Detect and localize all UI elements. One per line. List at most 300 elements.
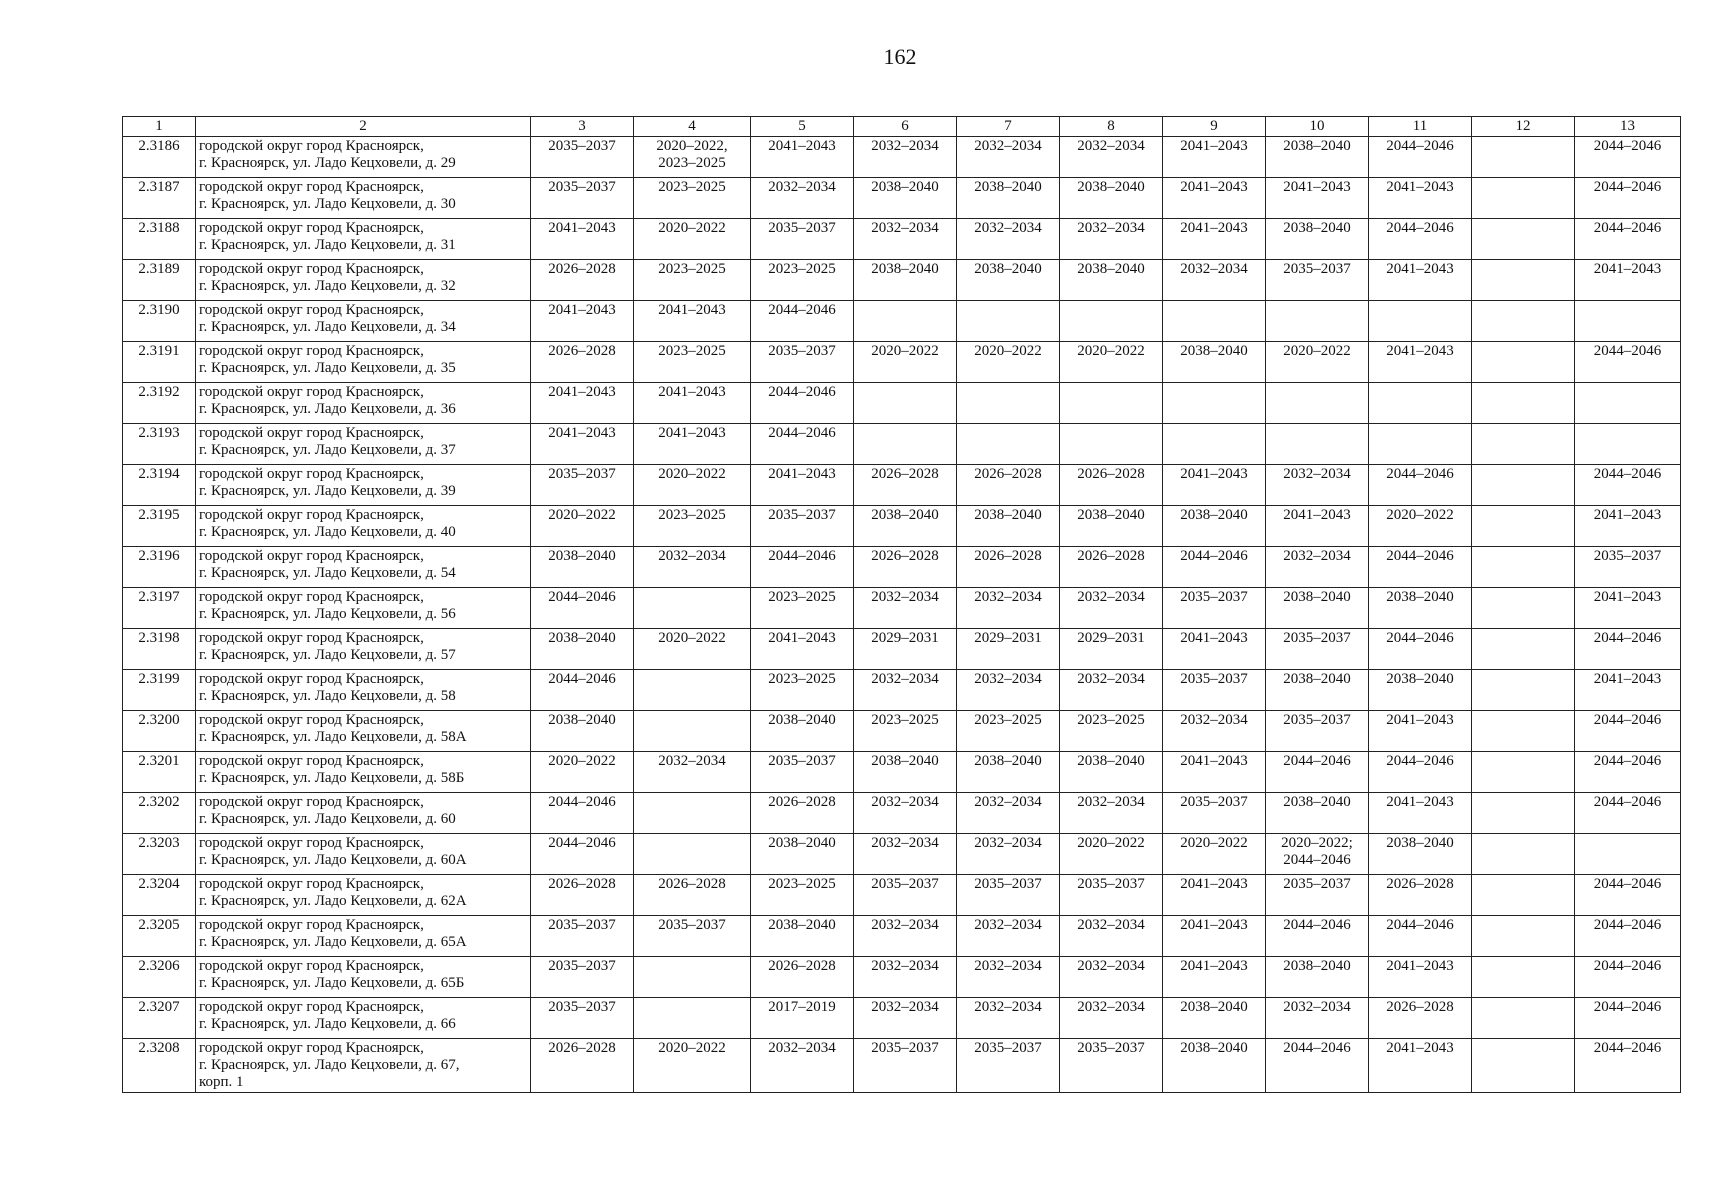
period-cell: 2017–2019 <box>751 998 854 1039</box>
period-cell: 2044–2046 <box>1575 137 1681 178</box>
period-cell: 2020–2022 <box>1060 834 1163 875</box>
row-number-cell: 2.3188 <box>123 219 196 260</box>
period-cell: 2044–2046 <box>1575 465 1681 506</box>
period-cell: 2038–2040 <box>1060 506 1163 547</box>
period-cell <box>1472 137 1575 178</box>
period-cell <box>1472 219 1575 260</box>
period-cell: 2044–2046 <box>1369 465 1472 506</box>
table-row <box>123 465 1681 506</box>
period-cell: 2020–2022 <box>634 629 751 670</box>
address-cell <box>196 957 531 998</box>
period-cell: 2020–2022 <box>531 506 634 547</box>
period-cell: 2035–2037 <box>531 178 634 219</box>
period-cell: 2041–2043 <box>1369 1039 1472 1093</box>
period-cell: 2023–2025 <box>751 588 854 629</box>
address-line: г. Красноярск, ул. Ладо Кецховели, д. 35 <box>199 360 456 376</box>
address-line: городской округ город Красноярск, <box>199 179 424 195</box>
period-cell: 2032–2034 <box>1060 670 1163 711</box>
period-cell: 2035–2037 <box>1266 260 1369 301</box>
address-line: г. Красноярск, ул. Ладо Кецховели, д. 65А <box>199 934 467 950</box>
period-cell <box>1472 178 1575 219</box>
period-cell: 2035–2037 <box>957 1039 1060 1093</box>
column-header: 12 <box>1472 117 1575 137</box>
period-cell: 2044–2046 <box>1575 711 1681 752</box>
period-cell: 2041–2043 <box>1266 178 1369 219</box>
period-cell: 2032–2034 <box>1060 137 1163 178</box>
period-cell: 2035–2037 <box>1575 547 1681 588</box>
period-cell <box>1575 834 1681 875</box>
period-cell: 2023–2025 <box>957 711 1060 752</box>
period-cell: 2041–2043 <box>1163 465 1266 506</box>
period-cell: 2020–2022 <box>531 752 634 793</box>
period-cell: 2041–2043 <box>1369 260 1472 301</box>
period-cell: 2032–2034 <box>854 137 957 178</box>
period-cell: 2035–2037 <box>751 219 854 260</box>
period-cell <box>1575 301 1681 342</box>
address-line: корп. 1 <box>199 1074 244 1090</box>
address-line: городской округ город Красноярск, <box>199 1040 424 1056</box>
period-cell: 2038–2040 <box>531 547 634 588</box>
row-number-cell: 2.3199 <box>123 670 196 711</box>
period-cell: 2044–2046 <box>531 793 634 834</box>
period-cell: 2041–2043 <box>1369 342 1472 383</box>
period-cell: 2032–2034 <box>957 998 1060 1039</box>
period-cell <box>1369 383 1472 424</box>
period-cell: 2044–2046 <box>1369 137 1472 178</box>
period-cell: 2035–2037 <box>531 916 634 957</box>
period-cell: 2032–2034 <box>957 793 1060 834</box>
period-cell: 2032–2034 <box>957 588 1060 629</box>
period-cell: 2044–2046 <box>1163 547 1266 588</box>
period-cell: 2035–2037 <box>751 506 854 547</box>
column-header: 9 <box>1163 117 1266 137</box>
address-line: г. Красноярск, ул. Ладо Кецховели, д. 29 <box>199 155 456 171</box>
period-cell: 2032–2034 <box>751 1039 854 1093</box>
period-cell: 2044–2046 <box>1575 1039 1681 1093</box>
period-cell <box>1472 424 1575 465</box>
column-header: 3 <box>531 117 634 137</box>
period-cell: 2020–2022, 2023–2025 <box>634 137 751 178</box>
period-cell: 2032–2034 <box>1163 260 1266 301</box>
period-cell <box>957 383 1060 424</box>
period-cell: 2026–2028 <box>854 465 957 506</box>
row-number-cell: 2.3207 <box>123 998 196 1039</box>
period-cell: 2041–2043 <box>751 629 854 670</box>
period-cell: 2044–2046 <box>531 670 634 711</box>
period-cell <box>957 424 1060 465</box>
period-cell <box>854 301 957 342</box>
period-cell: 2038–2040 <box>1369 834 1472 875</box>
period-cell: 2029–2031 <box>957 629 1060 670</box>
period-cell <box>1266 424 1369 465</box>
address-line: городской округ город Красноярск, <box>199 589 424 605</box>
period-cell: 2032–2034 <box>957 137 1060 178</box>
period-cell: 2023–2025 <box>634 178 751 219</box>
period-cell: 2041–2043 <box>531 383 634 424</box>
period-cell: 2026–2028 <box>1060 547 1163 588</box>
period-cell: 2035–2037 <box>531 957 634 998</box>
address-cell <box>196 465 531 506</box>
row-number-cell: 2.3206 <box>123 957 196 998</box>
table-row <box>123 629 1681 670</box>
period-cell: 2029–2031 <box>854 629 957 670</box>
period-cell: 2026–2028 <box>1060 465 1163 506</box>
period-cell <box>1472 301 1575 342</box>
period-cell: 2020–2022 <box>854 342 957 383</box>
period-cell: 2038–2040 <box>1060 752 1163 793</box>
period-cell <box>1266 383 1369 424</box>
period-cell: 2020–2022 <box>634 1039 751 1093</box>
period-cell: 2032–2034 <box>1060 219 1163 260</box>
period-cell <box>1472 711 1575 752</box>
period-cell <box>1472 629 1575 670</box>
period-cell <box>1472 465 1575 506</box>
address-cell <box>196 875 531 916</box>
address-line: г. Красноярск, ул. Ладо Кецховели, д. 56 <box>199 606 456 622</box>
period-cell: 2044–2046 <box>751 547 854 588</box>
period-cell: 2038–2040 <box>751 711 854 752</box>
period-cell: 2026–2028 <box>531 342 634 383</box>
period-cell: 2035–2037 <box>1060 1039 1163 1093</box>
row-number-cell: 2.3202 <box>123 793 196 834</box>
period-cell: 2038–2040 <box>1163 1039 1266 1093</box>
period-cell: 2038–2040 <box>1266 957 1369 998</box>
period-cell <box>1472 342 1575 383</box>
period-cell: 2035–2037 <box>957 875 1060 916</box>
table-row <box>123 342 1681 383</box>
address-line: г. Красноярск, ул. Ладо Кецховели, д. 36 <box>199 401 456 417</box>
address-line: г. Красноярск, ул. Ладо Кецховели, д. 54 <box>199 565 456 581</box>
period-cell: 2038–2040 <box>854 178 957 219</box>
table-row <box>123 219 1681 260</box>
period-cell: 2032–2034 <box>854 998 957 1039</box>
address-cell <box>196 301 531 342</box>
period-cell: 2032–2034 <box>1266 547 1369 588</box>
address-cell <box>196 1039 531 1093</box>
period-cell: 2038–2040 <box>1266 793 1369 834</box>
period-cell <box>1163 301 1266 342</box>
period-cell: 2032–2034 <box>854 957 957 998</box>
period-cell: 2044–2046 <box>1369 752 1472 793</box>
address-cell <box>196 711 531 752</box>
period-cell: 2041–2043 <box>1369 711 1472 752</box>
period-cell <box>1472 260 1575 301</box>
period-cell: 2044–2046 <box>1575 998 1681 1039</box>
address-line: г. Красноярск, ул. Ладо Кецховели, д. 32 <box>199 278 456 294</box>
table-row <box>123 506 1681 547</box>
period-cell: 2038–2040 <box>1266 137 1369 178</box>
period-cell: 2044–2046 <box>531 588 634 629</box>
address-line: городской округ город Красноярск, <box>199 425 424 441</box>
row-number-cell: 2.3189 <box>123 260 196 301</box>
row-number-cell: 2.3204 <box>123 875 196 916</box>
period-cell: 2044–2046 <box>1369 547 1472 588</box>
period-cell: 2041–2043 <box>1163 137 1266 178</box>
period-cell: 2038–2040 <box>531 711 634 752</box>
period-cell: 2035–2037 <box>531 137 634 178</box>
period-cell: 2038–2040 <box>854 752 957 793</box>
address-line: городской округ город Красноярск, <box>199 712 424 728</box>
table-row <box>123 301 1681 342</box>
period-cell: 2038–2040 <box>957 178 1060 219</box>
period-cell <box>1060 424 1163 465</box>
table-row <box>123 711 1681 752</box>
period-cell: 2032–2034 <box>957 916 1060 957</box>
period-cell <box>957 301 1060 342</box>
address-line: г. Красноярск, ул. Ладо Кецховели, д. 58 <box>199 688 456 704</box>
period-cell: 2041–2043 <box>1163 875 1266 916</box>
address-line: городской округ город Красноярск, <box>199 261 424 277</box>
address-line: городской округ город Красноярск, <box>199 548 424 564</box>
address-line: городской округ город Красноярск, <box>199 671 424 687</box>
column-header: 2 <box>196 117 531 137</box>
period-cell: 2032–2034 <box>1266 465 1369 506</box>
period-cell: 2041–2043 <box>1575 670 1681 711</box>
period-cell: 2035–2037 <box>854 1039 957 1093</box>
period-cell: 2038–2040 <box>1266 588 1369 629</box>
period-cell: 2020–2022 <box>634 465 751 506</box>
address-line: г. Красноярск, ул. Ладо Кецховели, д. 62А <box>199 893 467 909</box>
period-cell: 2041–2043 <box>1163 752 1266 793</box>
period-cell: 2035–2037 <box>1163 793 1266 834</box>
period-cell: 2044–2046 <box>1575 629 1681 670</box>
period-cell: 2041–2043 <box>751 465 854 506</box>
address-cell <box>196 629 531 670</box>
period-cell: 2023–2025 <box>634 260 751 301</box>
period-cell: 2041–2043 <box>1369 178 1472 219</box>
table-row <box>123 875 1681 916</box>
address-line: г. Красноярск, ул. Ладо Кецховели, д. 39 <box>199 483 456 499</box>
period-cell: 2035–2037 <box>751 342 854 383</box>
period-cell <box>1060 383 1163 424</box>
period-cell <box>634 670 751 711</box>
period-cell <box>1472 383 1575 424</box>
address-cell <box>196 383 531 424</box>
period-cell: 2023–2025 <box>1060 711 1163 752</box>
table-row <box>123 547 1681 588</box>
period-cell <box>1163 383 1266 424</box>
address-line: городской округ город Красноярск, <box>199 630 424 646</box>
period-cell: 2035–2037 <box>1060 875 1163 916</box>
period-cell: 2032–2034 <box>957 834 1060 875</box>
table-row <box>123 793 1681 834</box>
row-number-cell: 2.3192 <box>123 383 196 424</box>
address-cell <box>196 178 531 219</box>
period-cell: 2044–2046 <box>1369 916 1472 957</box>
period-cell: 2038–2040 <box>957 260 1060 301</box>
period-cell: 2035–2037 <box>634 916 751 957</box>
address-line: городской округ город Красноярск, <box>199 343 424 359</box>
period-cell: 2032–2034 <box>957 670 1060 711</box>
row-number-cell: 2.3205 <box>123 916 196 957</box>
table-row <box>123 1039 1681 1093</box>
period-cell: 2035–2037 <box>531 998 634 1039</box>
address-line: городской округ город Красноярск, <box>199 835 424 851</box>
address-cell <box>196 424 531 465</box>
period-cell: 2044–2046 <box>1575 752 1681 793</box>
period-cell: 2032–2034 <box>1060 588 1163 629</box>
address-cell <box>196 752 531 793</box>
period-cell: 2041–2043 <box>1266 506 1369 547</box>
period-cell: 2035–2037 <box>751 752 854 793</box>
period-cell: 2038–2040 <box>957 752 1060 793</box>
period-cell: 2041–2043 <box>1575 506 1681 547</box>
period-cell: 2041–2043 <box>1575 588 1681 629</box>
period-cell: 2026–2028 <box>957 547 1060 588</box>
period-cell <box>1575 383 1681 424</box>
address-line: городской округ город Красноярск, <box>199 507 424 523</box>
period-cell: 2038–2040 <box>1369 670 1472 711</box>
period-cell: 2032–2034 <box>751 178 854 219</box>
address-line: г. Красноярск, ул. Ладо Кецховели, д. 60А <box>199 852 467 868</box>
period-cell: 2026–2028 <box>751 957 854 998</box>
table-row <box>123 916 1681 957</box>
period-cell: 2020–2022 <box>1163 834 1266 875</box>
period-cell: 2020–2022 <box>1060 342 1163 383</box>
period-cell <box>634 998 751 1039</box>
period-cell: 2038–2040 <box>751 834 854 875</box>
address-line: городской округ город Красноярск, <box>199 220 424 236</box>
table-row <box>123 998 1681 1039</box>
period-cell: 2041–2043 <box>531 424 634 465</box>
period-cell: 2035–2037 <box>854 875 957 916</box>
period-cell <box>854 424 957 465</box>
period-cell: 2023–2025 <box>751 260 854 301</box>
period-cell: 2026–2028 <box>531 260 634 301</box>
period-cell: 2032–2034 <box>854 219 957 260</box>
period-cell: 2041–2043 <box>751 137 854 178</box>
row-number-cell: 2.3187 <box>123 178 196 219</box>
period-cell: 2044–2046 <box>751 383 854 424</box>
period-cell: 2026–2028 <box>854 547 957 588</box>
period-cell <box>1472 834 1575 875</box>
period-cell: 2032–2034 <box>1163 711 1266 752</box>
period-cell <box>1472 506 1575 547</box>
address-line: г. Красноярск, ул. Ладо Кецховели, д. 37 <box>199 442 456 458</box>
address-line: г. Красноярск, ул. Ладо Кецховели, д. 34 <box>199 319 456 335</box>
period-cell <box>1472 588 1575 629</box>
period-cell: 2032–2034 <box>634 547 751 588</box>
period-cell: 2029–2031 <box>1060 629 1163 670</box>
period-cell: 2038–2040 <box>1163 998 1266 1039</box>
period-cell: 2023–2025 <box>634 506 751 547</box>
period-cell: 2032–2034 <box>1060 916 1163 957</box>
period-cell: 2023–2025 <box>751 670 854 711</box>
period-cell: 2032–2034 <box>854 793 957 834</box>
period-cell <box>1472 875 1575 916</box>
period-cell: 2038–2040 <box>1060 178 1163 219</box>
table-row <box>123 178 1681 219</box>
period-cell: 2032–2034 <box>854 670 957 711</box>
period-cell <box>1472 957 1575 998</box>
period-cell <box>1266 301 1369 342</box>
row-number-cell: 2.3194 <box>123 465 196 506</box>
period-cell: 2041–2043 <box>1163 178 1266 219</box>
period-cell: 2044–2046 <box>531 834 634 875</box>
address-line: г. Красноярск, ул. Ладо Кецховели, д. 31 <box>199 237 456 253</box>
period-cell: 2038–2040 <box>1060 260 1163 301</box>
table-row <box>123 137 1681 178</box>
period-cell: 2023–2025 <box>634 342 751 383</box>
period-cell: 2026–2028 <box>531 875 634 916</box>
column-header: 10 <box>1266 117 1369 137</box>
period-cell <box>634 711 751 752</box>
address-line: г. Красноярск, ул. Ладо Кецховели, д. 65Б <box>199 975 465 991</box>
period-cell <box>1472 793 1575 834</box>
period-cell: 2044–2046 <box>1575 916 1681 957</box>
row-number-cell: 2.3193 <box>123 424 196 465</box>
address-cell <box>196 834 531 875</box>
address-cell <box>196 137 531 178</box>
period-cell: 2020–2022 <box>634 219 751 260</box>
period-cell: 2020–2022 <box>1369 506 1472 547</box>
table-row <box>123 752 1681 793</box>
period-cell: 2020–2022 <box>957 342 1060 383</box>
period-cell: 2023–2025 <box>854 711 957 752</box>
period-cell: 2032–2034 <box>854 588 957 629</box>
row-number-cell: 2.3203 <box>123 834 196 875</box>
period-cell <box>1060 301 1163 342</box>
row-number-cell: 2.3197 <box>123 588 196 629</box>
address-cell <box>196 219 531 260</box>
row-number-cell: 2.3200 <box>123 711 196 752</box>
period-cell: 2035–2037 <box>1266 629 1369 670</box>
period-cell: 2038–2040 <box>1163 342 1266 383</box>
period-cell: 2044–2046 <box>1575 793 1681 834</box>
period-cell: 2044–2046 <box>1369 629 1472 670</box>
page-number: 162 <box>883 44 917 69</box>
period-cell: 2035–2037 <box>1163 670 1266 711</box>
period-cell <box>1472 998 1575 1039</box>
row-number-cell: 2.3196 <box>123 547 196 588</box>
period-cell: 2038–2040 <box>751 916 854 957</box>
column-header: 8 <box>1060 117 1163 137</box>
table-row <box>123 834 1681 875</box>
period-cell: 2038–2040 <box>854 260 957 301</box>
period-cell: 2041–2043 <box>1163 629 1266 670</box>
period-cell: 2032–2034 <box>1060 793 1163 834</box>
address-line: г. Красноярск, ул. Ладо Кецховели, д. 67, <box>199 1057 460 1073</box>
period-cell: 2032–2034 <box>957 957 1060 998</box>
address-line: городской округ город Красноярск, <box>199 302 424 318</box>
period-cell: 2044–2046 <box>1575 178 1681 219</box>
period-cell: 2044–2046 <box>1266 916 1369 957</box>
column-header: 7 <box>957 117 1060 137</box>
period-cell: 2041–2043 <box>634 424 751 465</box>
period-cell: 2023–2025 <box>751 875 854 916</box>
address-line: городской округ город Красноярск, <box>199 466 424 482</box>
period-cell: 2041–2043 <box>1575 260 1681 301</box>
period-cell <box>1369 424 1472 465</box>
period-cell: 2032–2034 <box>1060 957 1163 998</box>
period-cell <box>1472 547 1575 588</box>
period-cell: 2035–2037 <box>1266 875 1369 916</box>
address-line: городской округ город Красноярск, <box>199 384 424 400</box>
column-header: 6 <box>854 117 957 137</box>
period-cell: 2044–2046 <box>1369 219 1472 260</box>
period-cell: 2026–2028 <box>1369 998 1472 1039</box>
period-cell: 2035–2037 <box>1266 711 1369 752</box>
period-cell: 2044–2046 <box>1266 752 1369 793</box>
period-cell: 2041–2043 <box>1369 957 1472 998</box>
row-number-cell: 2.3208 <box>123 1039 196 1093</box>
address-line: г. Красноярск, ул. Ладо Кецховели, д. 58А <box>199 729 467 745</box>
period-cell: 2044–2046 <box>1575 219 1681 260</box>
row-number-cell: 2.3195 <box>123 506 196 547</box>
period-cell: 2032–2034 <box>634 752 751 793</box>
row-number-cell: 2.3191 <box>123 342 196 383</box>
period-cell <box>854 383 957 424</box>
